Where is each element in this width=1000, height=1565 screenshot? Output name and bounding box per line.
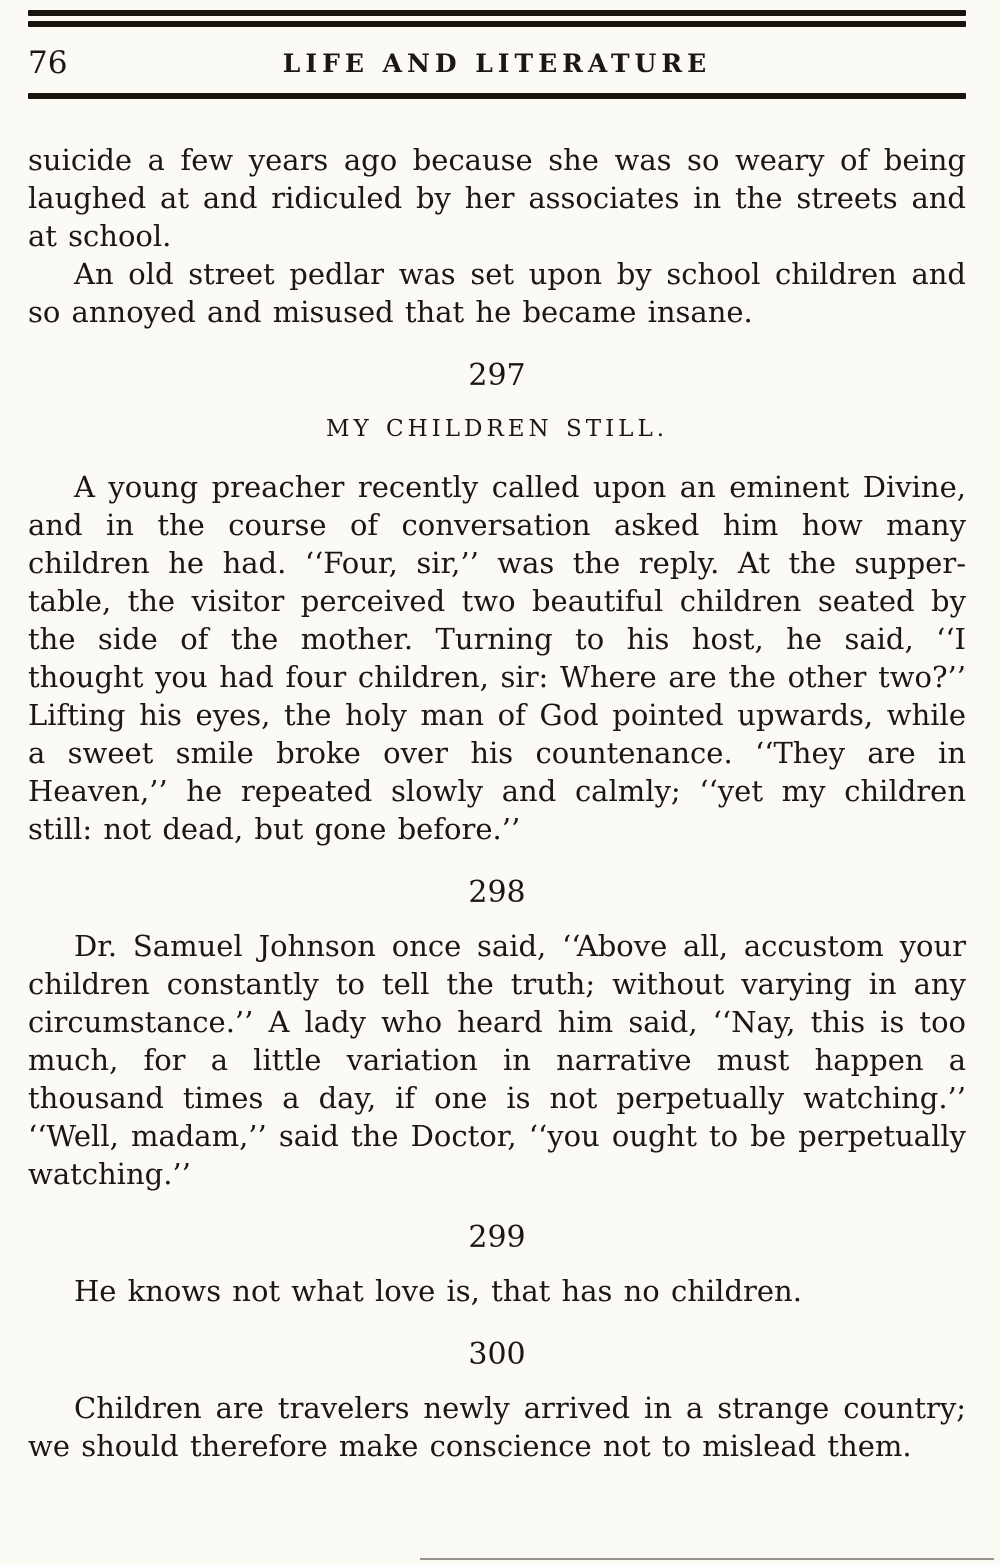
paragraph: Children are travelers newly arrived in a strange country; we should therefore make conscience not to mislead them. — [28, 1391, 966, 1463]
section-number: 300 — [468, 1337, 526, 1372]
paragraph: A young preacher recently called upon an eminent Divine, and in the course of conversation asked him how many children he had. ‘‘Four, sir,’’ was the reply. At the supper-table, the visitor perceived two beautiful children seated by the side of the mother. Turning to his host, he said, ‘‘I thought you had four children, sir: Where are the other two?’’ Lifting his eyes, the holy man of God pointed upwards, while a sweet smile broke over his countenance. ‘‘They are in Heaven,’’ he repeated slowly and calmly; ‘‘yet my children still: not dead, but gone before.’’ — [28, 470, 966, 846]
section-heading: MY CHILDREN STILL. — [325, 416, 669, 442]
section-297 — [28, 357, 966, 848]
paragraph: Dr. Samuel Johnson once said, ‘‘Above all, accustom your children constantly to tell the truth; without varying in any circumstance.’’ A lady who heard him said, ‘‘Nay, this is too much, for a little variation in narrative must happen a thousand times a day, if one is not perpetually watching.’’ ‘‘Well, madam,’’ said the Doctor, ‘‘you ought to be perpetually watching.’’ — [28, 929, 966, 1191]
running-head — [28, 33, 966, 93]
section-299 — [28, 1219, 966, 1310]
page-number: 76 — [28, 45, 68, 81]
section-number: 297 — [468, 358, 526, 393]
section-300 — [28, 1336, 966, 1465]
section-number: 299 — [468, 1220, 526, 1255]
running-title: LIFE AND LITERATURE — [282, 48, 712, 78]
page-body — [28, 99, 966, 1465]
section-number: 298 — [468, 875, 526, 910]
bottom-scan-line — [420, 1558, 994, 1560]
paragraph: An old street pedlar was set upon by school children and so annoyed and misused that he became insane. — [28, 257, 966, 329]
top-rule-1 — [28, 10, 966, 16]
top-rule-2 — [28, 21, 966, 27]
section-298 — [28, 874, 966, 1193]
paragraph: He knows not what love is, that has no children. — [74, 1274, 802, 1308]
paragraph-continuation: suicide a few years ago because she was so weary of being laughed at and ridiculed by her associates in the streets and at school. — [28, 143, 966, 253]
